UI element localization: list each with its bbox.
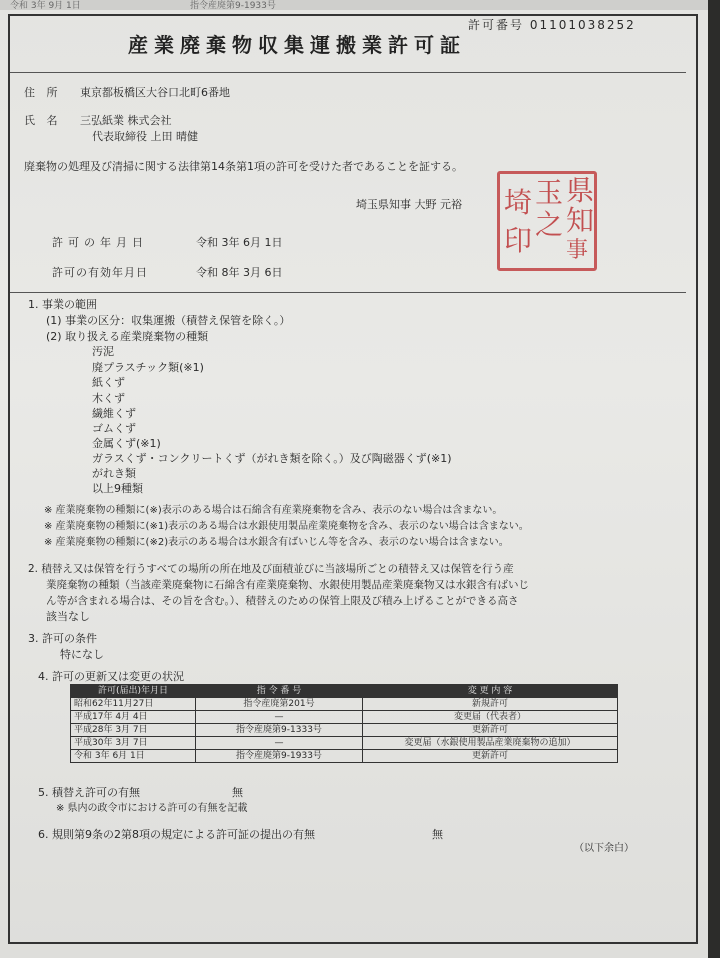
scope-note: ※ 産業廃棄物の種類に(※1)表示のある場合は水銀使用製品産業廃棄物を含み、表示のない場合は含まない。 (44, 521, 529, 532)
scope-note: ※ 産業廃棄物の種類に(※)表示のある場合は石綿含有産業廃棄物を含み、表示のない場合は含まない。 (44, 505, 503, 516)
table-cell: — (196, 711, 363, 724)
permit-date-label: 許可の年月日 (52, 236, 148, 249)
section2-line: 2. 積替え又は保管を行うすべての場所の所在地及び面積並びに当該場所ごとの積替え又は保管を行う産 (28, 563, 514, 575)
table-cell: 平成30年 3月 7日 (71, 737, 196, 750)
waste-type: ガラスくず・コンクリートくず（がれき類を除く。）及び陶磁器くず(※1) (92, 452, 452, 465)
table-cell: 指令産廃第9-1933号 (196, 750, 363, 763)
waste-type: 廃プラスチック類(※1) (92, 361, 204, 374)
seal-char: 県 (566, 174, 595, 207)
table-row (71, 698, 618, 711)
table-row (71, 711, 618, 724)
valid-until-value: 令和 8年 3月 6日 (196, 266, 283, 279)
table-cell: 令和 3年 6月 1日 (71, 750, 196, 763)
transfer-note: ※ 県内の政令市における許可の有無を記載 (56, 803, 248, 814)
history-table (70, 684, 618, 763)
divider (10, 72, 686, 73)
submission-heading: 6. 規則第9条の2第8項の規定による許可証の提出の有無 (38, 828, 315, 841)
column-header: 許可(届出)年月日 (71, 685, 196, 698)
table-header-row (71, 685, 618, 698)
representative: 代表取締役 上田 晴健 (92, 130, 198, 143)
strip-date: 令和 3年 9月 1日 (10, 1, 81, 11)
section2-line: 業廃棄物の種類（当該産業廃棄物に石綿含有産業廃棄物、水銀使用製品産業廃棄物又は水銀含有ばいじ (46, 579, 529, 591)
seal-char: 之 (535, 208, 564, 241)
waste-type: 紙くず (92, 376, 125, 389)
waste-type: 金属くず(※1) (92, 437, 161, 450)
table-row (71, 750, 618, 763)
page-title: 産業廃棄物収集運搬業許可証 (128, 33, 466, 57)
history-heading: 4. 許可の更新又は変更の状況 (38, 670, 184, 683)
table-cell: 昭和62年11月27日 (71, 698, 196, 711)
waste-type: がれき類 (92, 467, 136, 480)
issuer: 埼玉県知事 大野 元裕 (356, 198, 462, 211)
scope-note: ※ 産業廃棄物の種類に(※2)表示のある場合は水銀含有ばいじん等を含み、表示のない場合は含まない。 (44, 537, 509, 548)
submission-value: 無 (432, 828, 443, 841)
top-strip (0, 0, 708, 10)
scope-category: (1) 事業の区分：収集運搬（積替え保管を除く。） (46, 314, 291, 327)
table-row (71, 724, 618, 737)
table-cell: — (196, 737, 363, 750)
table-cell: 平成28年 3月 7日 (71, 724, 196, 737)
seal-char: 印 (504, 224, 533, 257)
waste-type: 汚泥 (92, 345, 114, 358)
permit-date-value: 令和 3年 6月 1日 (196, 236, 283, 249)
strip-number: 指令産廃第9-1933号 (190, 1, 276, 11)
section2-line: ん等が含まれる場合は、その旨を含む。）、積替えのための保管上限及び積み上げることができる高さ (46, 595, 519, 607)
seal-char: 玉 (535, 176, 564, 209)
table-row (71, 737, 618, 750)
waste-type: 木くず (92, 392, 125, 405)
scope-types-heading: (2) 取り扱える産業廃棄物の種類 (46, 330, 209, 343)
closing-text: （以下余白） (574, 843, 634, 854)
seal-char: 事 (566, 238, 589, 263)
table-cell: 更新許可 (363, 750, 618, 763)
seal-char: 知 (566, 204, 595, 237)
table-cell: 指令産廃第9-1333号 (196, 724, 363, 737)
section2-value: 該当なし (46, 610, 90, 623)
valid-until-label: 許可の有効年月日 (52, 266, 148, 279)
table-cell: 変更届（水銀使用製品産業廃棄物の追加） (363, 737, 618, 750)
table-cell: 更新許可 (363, 724, 618, 737)
column-header: 指 令 番 号 (196, 685, 363, 698)
table-cell: 指令産廃第201号 (196, 698, 363, 711)
waste-type: 以上9種類 (92, 482, 143, 495)
permit-number: 許可番号 01101038252 (468, 18, 636, 32)
name-label: 氏 名 (24, 114, 62, 127)
table-cell: 変更届（代表者） (363, 711, 618, 724)
company-name: 三弘紙業 株式会社 (80, 114, 172, 127)
transfer-heading: 5. 積替え許可の有無 (38, 786, 140, 799)
table-cell: 平成17年 4月 4日 (71, 711, 196, 724)
transfer-value: 無 (232, 786, 243, 799)
official-seal (497, 171, 597, 271)
divider (10, 292, 686, 293)
waste-type: 繊維くず (92, 407, 136, 420)
seal-char: 埼 (504, 186, 533, 219)
certification-text: 廃棄物の処理及び清掃に関する法律第14条第1項の許可を受けた者であることを証する。 (24, 160, 463, 173)
conditions-value: 特になし (60, 648, 104, 661)
scope-heading: 1. 事業の範囲 (28, 298, 97, 311)
address-label: 住 所 (24, 86, 62, 99)
conditions-heading: 3. 許可の条件 (28, 632, 97, 645)
table-cell: 新規許可 (363, 698, 618, 711)
column-header: 変 更 内 容 (363, 685, 618, 698)
address-value: 東京都板橋区大谷口北町6番地 (80, 86, 230, 99)
waste-type: ゴムくず (92, 422, 136, 435)
